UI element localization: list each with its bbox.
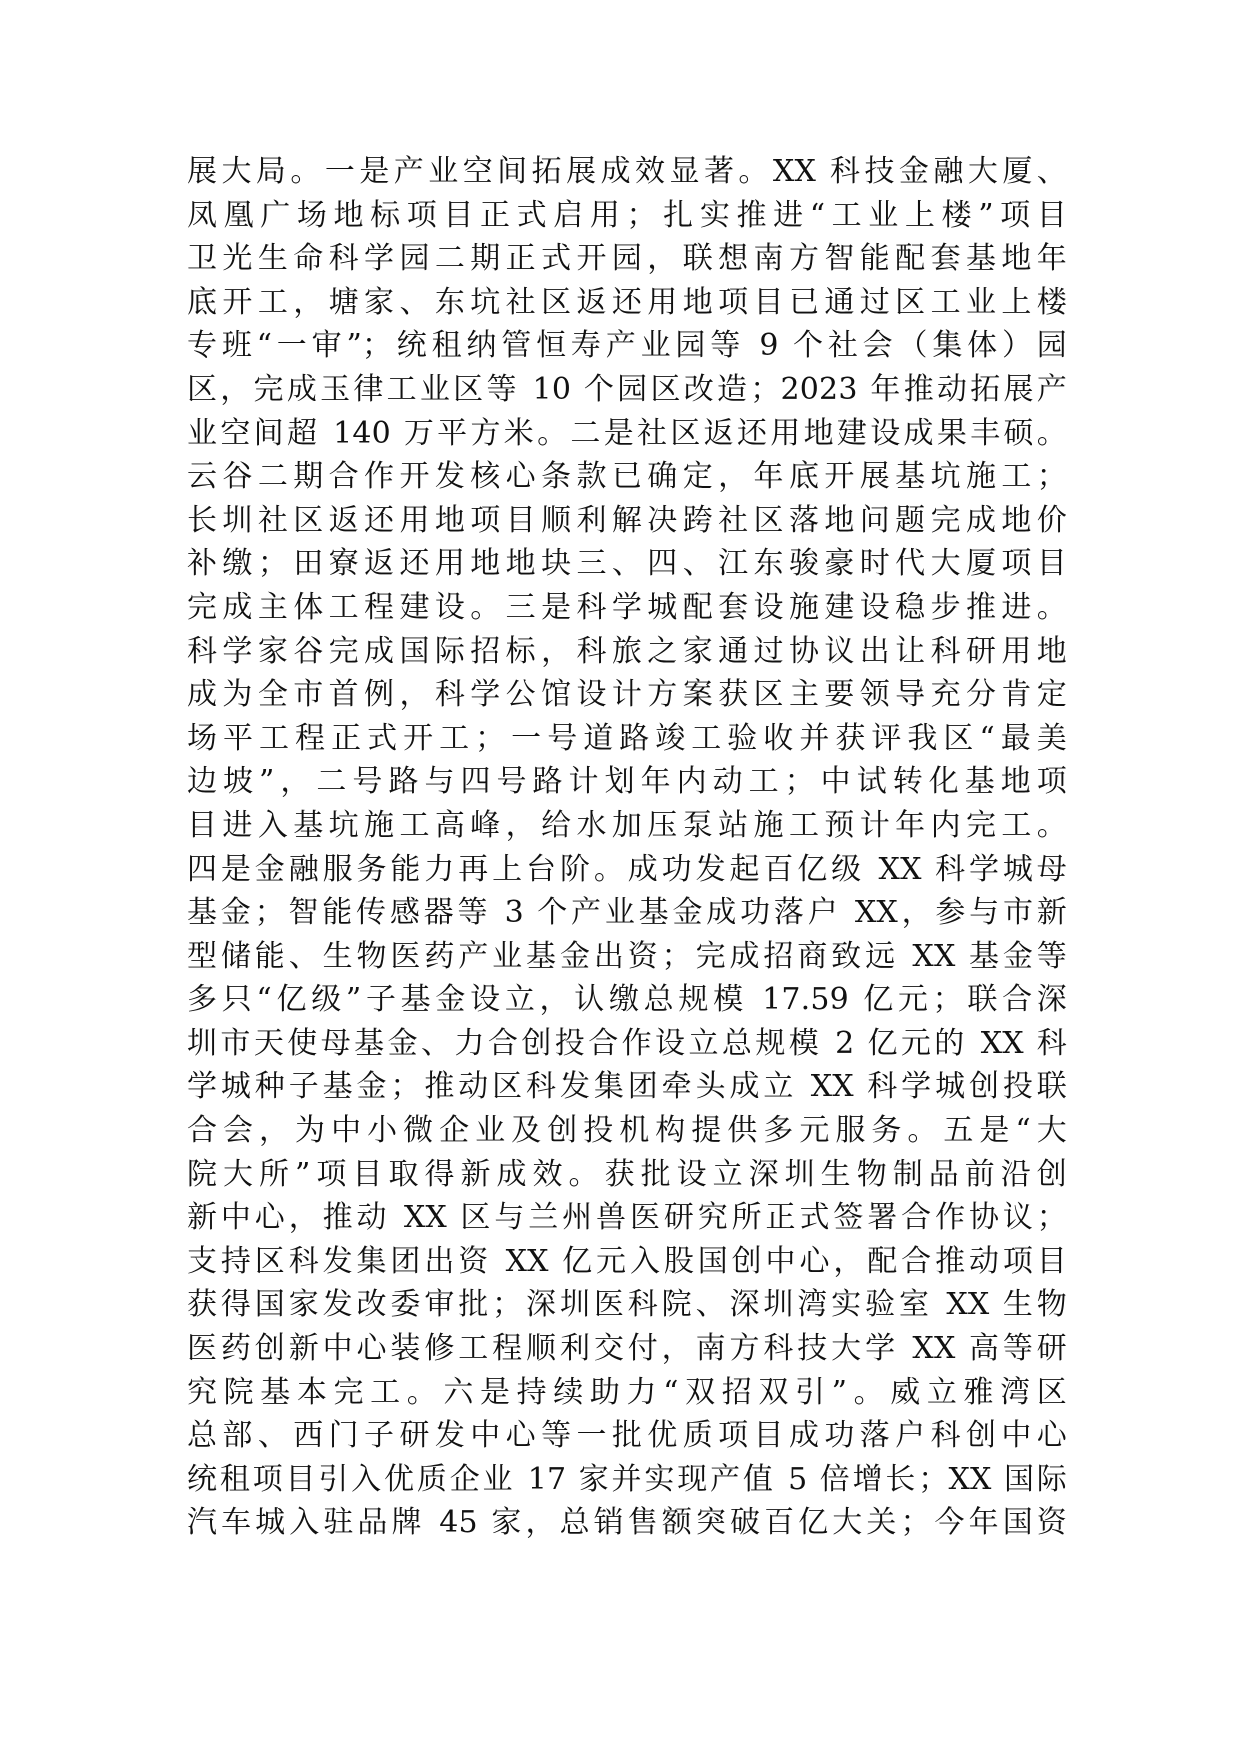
text-line: 卫光生命科学园二期正式开园，联想南方智能配套基地年 [187, 241, 1067, 277]
text-line: 支持区科发集团出资 XX 亿元入股国创中心，配合推动项目 [187, 1243, 1067, 1279]
text-line: 医药创新中心装修工程顺利交付，南方科技大学 XX 高等研 [187, 1331, 1067, 1367]
text-line: 区，完成玉律工业区等 10 个园区改造；2023 年推动拓展产 [187, 371, 1067, 407]
text-line: 专班“一审”；统租纳管恒寿产业园等 9 个社会（集体）园 [187, 328, 1067, 364]
text-line: 院大所”项目取得新成效。获批设立深圳生物制品前沿创 [187, 1156, 1067, 1192]
text-line: 圳市天使母基金、力合创投合作设立总规模 2 亿元的 XX 科 [187, 1025, 1067, 1061]
text-line: 目进入基坑施工高峰，给水加压泵站施工预计年内完工。 [187, 807, 1067, 843]
text-line: 科学家谷完成国际招标，科旅之家通过协议出让科研用地 [187, 633, 1067, 669]
text-line: 统租项目引入优质企业 17 家并实现产值 5 倍增长；XX 国际 [187, 1461, 1067, 1497]
text-line: 场平工程正式开工；一号道路竣工验收并获评我区“最美 [187, 720, 1067, 756]
text-line: 新中心，推动 XX 区与兰州兽医研究所正式签署合作协议； [187, 1200, 1067, 1236]
text-line: 基金；智能传感器等 3 个产业基金成功落户 XX，参与市新 [187, 895, 1067, 931]
text-line: 合会，为中小微企业及创投机构提供多元服务。五是“大 [187, 1113, 1067, 1149]
text-line: 凤凰广场地标项目正式启用；扎实推进“工业上楼”项目 [187, 197, 1067, 233]
text-line: 四是金融服务能力再上台阶。成功发起百亿级 XX 科学城母 [187, 851, 1067, 887]
text-line: 获得国家发改委审批；深圳医科院、深圳湾实验室 XX 生物 [187, 1287, 1067, 1323]
text-line: 多只“亿级”子基金设立，认缴总规模 17.59 亿元；联合深 [187, 982, 1067, 1018]
text-line: 学城种子基金；推动区科发集团牵头成立 XX 科学城创投联 [187, 1069, 1067, 1105]
text-line: 云谷二期合作开发核心条款已确定，年底开展基坑施工； [187, 459, 1067, 495]
text-line: 型储能、生物医药产业基金出资；完成招商致远 XX 基金等 [187, 938, 1067, 974]
text-line: 总部、西门子研发中心等一批优质项目成功落户科创中心 [187, 1418, 1067, 1454]
text-line: 展大局。一是产业空间拓展成效显著。XX 科技金融大厦、 [187, 154, 1067, 189]
text-line: 成为全市首例，科学公馆设计方案获区主要领导充分肯定 [187, 677, 1067, 713]
text-line: 业空间超 140 万平方米。二是社区返还用地建设成果丰硕。 [187, 415, 1067, 451]
text-line: 完成主体工程建设。三是科学城配套设施建设稳步推进。 [187, 589, 1067, 625]
text-line: 补缴；田寮返还用地地块三、四、江东骏豪时代大厦项目 [187, 546, 1067, 582]
text-line: 究院基本完工。六是持续助力“双招双引”。威立雅湾区 [187, 1374, 1067, 1410]
body-paragraph [187, 150, 1067, 1545]
text-line: 汽车城入驻品牌 45 家，总销售额突破百亿大关；今年国资 [187, 1505, 1067, 1541]
text-line: 边坡”，二号路与四号路计划年内动工；中试转化基地项 [187, 764, 1067, 800]
text-line: 长圳社区返还用地项目顺利解决跨社区落地问题完成地价 [187, 502, 1067, 538]
text-line: 底开工，塘家、东坑社区返还用地项目已通过区工业上楼 [187, 284, 1067, 320]
